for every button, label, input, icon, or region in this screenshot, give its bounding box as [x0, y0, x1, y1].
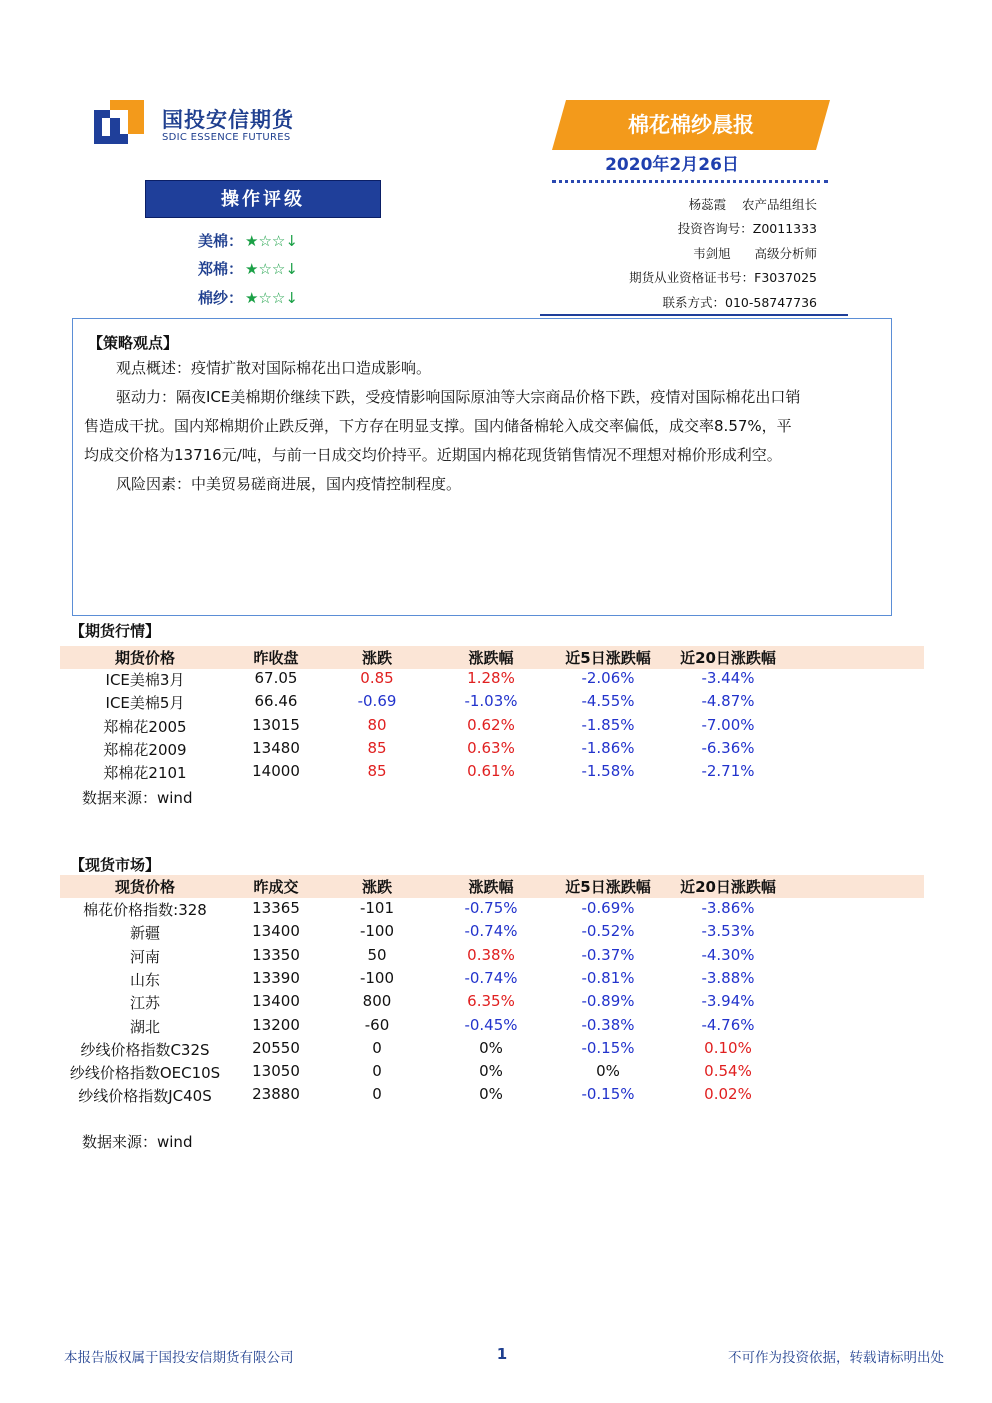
table-cell-d5: -0.52%: [581, 922, 635, 941]
table-column-header: 涨跌: [361, 649, 392, 667]
table-cell-d20: 0.10%: [704, 1038, 752, 1057]
table-cell-pct: 0.62%: [467, 715, 515, 734]
table-cell-name: 郑棉花2009: [103, 740, 187, 759]
table-column-header: 涨跌幅: [468, 878, 514, 896]
table-cell-close: 13480: [252, 738, 300, 757]
table-cell-chg: -100: [359, 922, 395, 941]
table-cell-close: 66.46: [254, 692, 298, 711]
table-cell-d20: -3.94%: [701, 992, 755, 1011]
table-cell-close: 13350: [252, 945, 300, 964]
analyst-info-line: 期货从业资格证书号：F3037025: [629, 270, 817, 285]
table-cell-d20: -3.86%: [701, 899, 755, 917]
table-cell-name: 新疆: [129, 924, 160, 943]
strategy-driver-line: 均成交价格为13716元/吨，与前一日成交均价持平。近期国内棉花现货销售情况不理想对棉价形成利空。: [84, 446, 782, 464]
table-cell-pct: 6.35%: [467, 992, 515, 1011]
table-column-header: 近5日涨跌幅: [565, 649, 651, 667]
rating-label: 棉纱：: [198, 289, 244, 307]
analyst-info-line: 韦剑旭 高级分析师: [693, 246, 817, 261]
rating-title: 操作评级: [145, 180, 381, 218]
table-cell-chg: 0: [372, 1062, 382, 1081]
spot-heading: 【现货市场】: [70, 856, 161, 874]
rating-label: 郑棉：: [198, 260, 244, 278]
table-cell-d5: -1.86%: [581, 738, 635, 757]
table-cell-d20: -2.71%: [701, 762, 755, 781]
table-cell-name: 郑棉花2005: [103, 717, 187, 736]
table-cell-chg: -100: [359, 968, 395, 987]
table-cell-d20: -3.53%: [701, 922, 755, 941]
table-cell-d5: -1.58%: [581, 762, 635, 781]
table-cell-pct: -1.03%: [464, 692, 518, 711]
table-cell-name: 纱线价格指数C32S: [80, 1040, 210, 1059]
table-cell-d5: -0.69%: [581, 899, 635, 917]
table-cell-close: 13015: [252, 715, 300, 734]
rating-stars: ★☆☆↓: [245, 260, 298, 278]
table-cell-chg: 50: [367, 945, 387, 964]
table-cell-chg: -60: [364, 1015, 390, 1034]
table-cell-chg: -101: [359, 899, 395, 917]
company-logo-icon: [94, 100, 144, 144]
logo-chinese-name: 国投安信期货: [162, 108, 294, 132]
table-cell-name: 江苏: [129, 994, 160, 1013]
table-cell-pct: 0%: [479, 1085, 503, 1104]
table-cell-close: 13400: [252, 992, 300, 1011]
table-cell-d20: -4.76%: [701, 1015, 755, 1034]
table-cell-close: 20550: [252, 1038, 300, 1057]
table-cell-name: 纱线价格指数OEC10S: [69, 1064, 221, 1083]
table-cell-pct: 0%: [479, 1038, 503, 1057]
table-cell-pct: 0.38%: [467, 945, 515, 964]
table-cell-d5: -0.81%: [581, 968, 635, 987]
footer-disclaimer: 不可作为投资依据，转载请标明出处: [728, 1350, 944, 1366]
table-cell-close: 13390: [252, 968, 300, 987]
table-cell-d20: 0.54%: [704, 1062, 752, 1081]
table-cell-chg: 0.85: [360, 669, 394, 687]
header-dotted-divider: [552, 180, 828, 183]
strategy-driver-line: 驱动力：隔夜ICE美棉期价继续下跌，受疫情影响国际原油等大宗商品价格下跌，疫情对国际棉花出口销: [116, 388, 801, 406]
table-cell-d5: 0%: [596, 1062, 620, 1081]
table-cell-close: 13200: [252, 1015, 300, 1034]
table-cell-name: ICE美棉5月: [105, 694, 185, 713]
table-cell-d20: -6.36%: [701, 738, 755, 757]
table-cell-close: 14000: [252, 762, 300, 781]
table-cell-pct: -0.75%: [464, 899, 518, 917]
table-cell-close: 13050: [252, 1062, 300, 1081]
table-cell-d5: -0.38%: [581, 1015, 635, 1034]
table-cell-chg: -0.69: [357, 692, 397, 711]
logo-english-name: SDIC ESSENCE FUTURES: [162, 132, 291, 143]
rating-stars: ★☆☆↓: [245, 232, 298, 250]
table-cell-d5: -4.55%: [581, 692, 635, 711]
table-column-header: 现货价格: [114, 878, 175, 896]
footer-copyright: 本报告版权属于国投安信期货有限公司: [64, 1350, 294, 1366]
rating-stars: ★☆☆↓: [245, 289, 298, 307]
table-column-header: 昨收盘: [253, 649, 299, 667]
futures-data-source: 数据来源：wind: [82, 789, 193, 807]
table-cell-name: 河南: [129, 947, 160, 966]
table-column-header: 涨跌幅: [468, 649, 514, 667]
table-cell-d5: -0.37%: [581, 945, 635, 964]
table-cell-d5: -2.06%: [581, 669, 635, 687]
table-cell-close: 13365: [252, 899, 300, 917]
page-number: 1: [496, 1345, 508, 1363]
analyst-contact: 联系方式：010-58747736: [662, 295, 817, 310]
table-cell-pct: -0.74%: [464, 922, 518, 941]
table-cell-pct: 0.63%: [467, 738, 515, 757]
table-cell-d20: -3.44%: [701, 669, 755, 687]
table-cell-name: 棉花价格指数:328: [83, 901, 207, 919]
table-column-header: 昨成交: [253, 878, 299, 896]
table-cell-close: 23880: [252, 1085, 300, 1104]
table-cell-chg: 85: [367, 762, 387, 781]
strategy-overview: 观点概述：疫情扩散对国际棉花出口造成影响。: [116, 359, 432, 377]
strategy-risk: 风险因素：中美贸易磋商进展，国内疫情控制程度。: [116, 475, 462, 493]
strategy-heading: 【策略观点】: [88, 334, 179, 352]
table-cell-d5: -0.15%: [581, 1038, 635, 1057]
table-cell-chg: 0: [372, 1038, 382, 1057]
futures-heading: 【期货行情】: [70, 622, 161, 640]
analyst-info-line: 投资咨询号：Z0011333: [677, 221, 817, 236]
table-cell-chg: 800: [362, 992, 392, 1011]
analyst-divider: [540, 314, 848, 316]
table-cell-name: 山东: [129, 970, 160, 989]
table-cell-d5: -0.89%: [581, 992, 635, 1011]
rating-label: 美棉：: [198, 232, 244, 250]
rating-item-zhengzhou-cotton: [198, 258, 298, 279]
table-cell-d20: -4.87%: [701, 692, 755, 711]
table-cell-d5: -0.15%: [581, 1085, 635, 1104]
table-column-header: 涨跌: [361, 878, 392, 896]
table-cell-chg: 80: [367, 715, 387, 734]
analyst-info-line: 杨蕊霞 农产品组组长: [688, 197, 817, 212]
rating-item-us-cotton: [198, 230, 298, 251]
table-column-header: 近5日涨跌幅: [565, 878, 651, 896]
table-cell-name: ICE美棉3月: [105, 671, 185, 689]
table-cell-d20: -4.30%: [701, 945, 755, 964]
table-cell-d20: -7.00%: [701, 715, 755, 734]
table-cell-pct: 0%: [479, 1062, 503, 1081]
table-cell-pct: 0.61%: [467, 762, 515, 781]
table-cell-pct: 1.28%: [467, 669, 515, 687]
table-cell-close: 13400: [252, 922, 300, 941]
table-cell-d5: -1.85%: [581, 715, 635, 734]
table-cell-chg: 0: [372, 1085, 382, 1104]
table-cell-close: 67.05: [254, 669, 298, 687]
report-title: 棉花棉纱晨报: [628, 113, 754, 137]
table-cell-name: 郑棉花2101: [103, 764, 187, 783]
strategy-driver-line: 售造成干扰。国内郑棉期价止跌反弹，下方存在明显支撑。国内储备棉轮入成交率偏低，成交率8.57%，平: [84, 417, 792, 435]
report-date: 2020年2月26日: [605, 155, 739, 175]
rating-item-cotton-yarn: [198, 287, 298, 308]
table-cell-d20: -3.88%: [701, 968, 755, 987]
table-cell-chg: 85: [367, 738, 387, 757]
table-cell-name: 纱线价格指数JC40S: [78, 1087, 212, 1106]
table-cell-d20: 0.02%: [704, 1085, 752, 1104]
spot-data-source: 数据来源：wind: [82, 1133, 193, 1151]
table-column-header: 期货价格: [114, 649, 175, 667]
table-column-header: 近20日涨跌幅: [680, 649, 776, 667]
table-column-header: 近20日涨跌幅: [680, 878, 776, 896]
table-cell-pct: -0.74%: [464, 968, 518, 987]
table-cell-name: 湖北: [129, 1017, 160, 1036]
table-cell-pct: -0.45%: [464, 1015, 518, 1034]
